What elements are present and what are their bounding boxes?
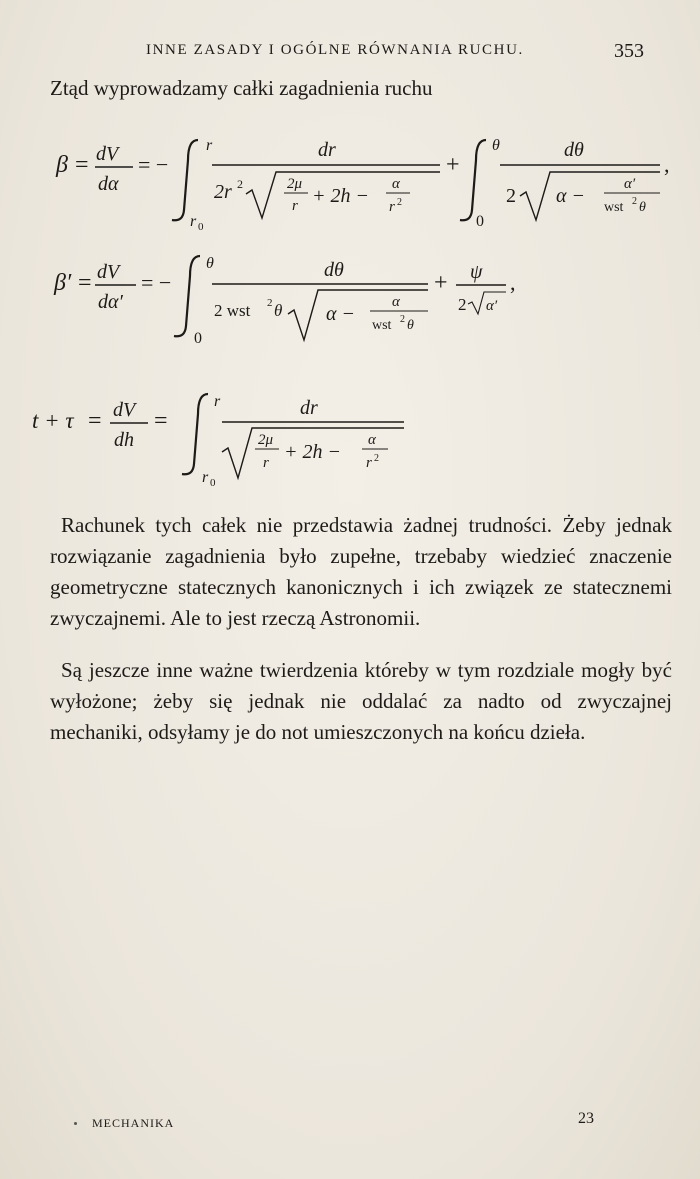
eq1-two: 2 <box>506 185 516 207</box>
eq3-two-mu: 2μ <box>258 432 274 448</box>
eq1-minus: = − <box>138 152 169 177</box>
intro-line: Ztąd wyprowadzamy całki zagadnienia ruchu <box>50 76 433 100</box>
signature-dot <box>74 1122 77 1125</box>
equation-beta-prime <box>0 248 700 348</box>
eq2-comma: , <box>510 270 516 295</box>
eq2-wst-den: wst <box>372 318 392 333</box>
eq1-eq: = <box>75 152 89 178</box>
equation-beta <box>0 132 700 232</box>
eq2-two: 2 <box>458 295 467 314</box>
eq3-r2: r <box>366 455 372 471</box>
page-header <box>0 40 700 70</box>
eq1-sq: 2 <box>237 177 243 191</box>
eq2-dalpha-prime: dα′ <box>98 291 123 313</box>
eq1-dr: dr <box>318 139 336 161</box>
eq2-alpha-minus: α − <box>326 303 355 325</box>
eq1-int-upper-1: r <box>206 137 213 154</box>
paragraph-1: Rachunek tych całek nie przedstawia żadnej trudności. Żeby jednak rozwiązanie zagadnienia było zupełne, trzebaby wiedzieć znaczenie geometryczne statecznych kanonicznych i ich związek ze statecznemi zwyczajnemi. Ale to jest rzeczą Astronomii. <box>50 513 672 630</box>
eq3-alpha: α <box>368 432 376 448</box>
eq1-dtheta: dθ <box>564 139 584 161</box>
eq1-r-den: r <box>292 198 298 214</box>
eq3-plus-2h: + 2h − <box>284 441 341 463</box>
eq2-theta: θ <box>274 301 283 320</box>
eq3-lhs: t + τ <box>32 408 74 433</box>
equation-t-plus-tau <box>0 386 700 486</box>
eq1-plus: + <box>446 152 460 178</box>
eq1-dV: dV <box>96 143 119 165</box>
signature-mark: MECHANIKA <box>92 1116 175 1130</box>
eq1-alpha-prime: α′ <box>624 176 636 192</box>
eq2-exp: 2 <box>267 297 273 309</box>
eq1-two-mu: 2μ <box>287 176 303 192</box>
eq3-eq2: = <box>154 408 168 434</box>
eq3-int-lower: r <box>202 469 209 486</box>
eq3-int-upper: r <box>214 393 221 410</box>
eq1-theta: θ <box>639 200 646 215</box>
eq3-dr: dr <box>300 397 318 419</box>
eq2-int-upper: θ <box>206 255 214 272</box>
page-number: 353 <box>614 40 644 62</box>
eq2-minus: = − <box>141 270 172 295</box>
eq1-wst: wst <box>604 200 624 215</box>
eq1-int-lower-1-sub: 0 <box>198 221 204 232</box>
eq1-plus-2h: + 2h − <box>312 185 369 207</box>
eq3-dV: dV <box>113 399 136 421</box>
eq2-eq: = <box>78 270 92 296</box>
eq2-lhs: β′ <box>54 270 72 296</box>
eq1-dalpha: dα <box>98 173 119 195</box>
eq3-r-den: r <box>263 455 269 471</box>
signature-number: 23 <box>578 1110 594 1127</box>
eq3-dh: dh <box>114 429 134 451</box>
eq1-lhs: β <box>56 152 68 178</box>
eq2-dtheta: dθ <box>324 259 344 281</box>
eq1-two-r2: 2r <box>214 181 232 203</box>
eq2-sqrt-alpha-prime: α′ <box>486 298 498 314</box>
eq3-eq: = <box>88 408 102 434</box>
eq2-theta-den: θ <box>407 318 414 333</box>
eq1-comma: , <box>664 152 670 177</box>
eq1-alpha: α <box>392 176 400 192</box>
eq2-two-wst: 2 wst <box>214 301 251 320</box>
eq1-int-lower-1: r <box>190 213 197 230</box>
eq2-wst-den-exp: 2 <box>400 314 405 325</box>
eq3-r2-exp: 2 <box>374 453 379 464</box>
eq2-alpha: α <box>392 294 400 310</box>
eq2-plus: + <box>434 270 448 296</box>
running-head: INNE ZASADY I OGÓLNE RÓWNANIA RUCHU. <box>146 42 524 58</box>
eq1-alpha-minus: α − <box>556 185 585 207</box>
eq3-int-lower-sub: 0 <box>210 477 216 486</box>
eq2-int-lower: 0 <box>194 330 202 347</box>
eq2-psi: ψ <box>470 261 483 283</box>
eq1-wst-exp: 2 <box>632 196 637 207</box>
eq2-dV: dV <box>97 261 120 283</box>
eq1-int-upper-2: θ <box>492 137 500 154</box>
eq1-r2-exp: 2 <box>397 197 402 208</box>
eq1-r2: r <box>389 199 395 215</box>
page-footer <box>0 1110 700 1140</box>
eq1-int-lower-2: 0 <box>476 213 484 230</box>
paragraph-2: Są jeszcze inne ważne twierdzenia któreby w tym rozdziale mogły być wyłożone; żeby się jednak nie oddalać za nadto od zwyczajnej mechaniki, odsyłamy je do not umieszczonych na końcu dzieła. <box>50 658 672 744</box>
